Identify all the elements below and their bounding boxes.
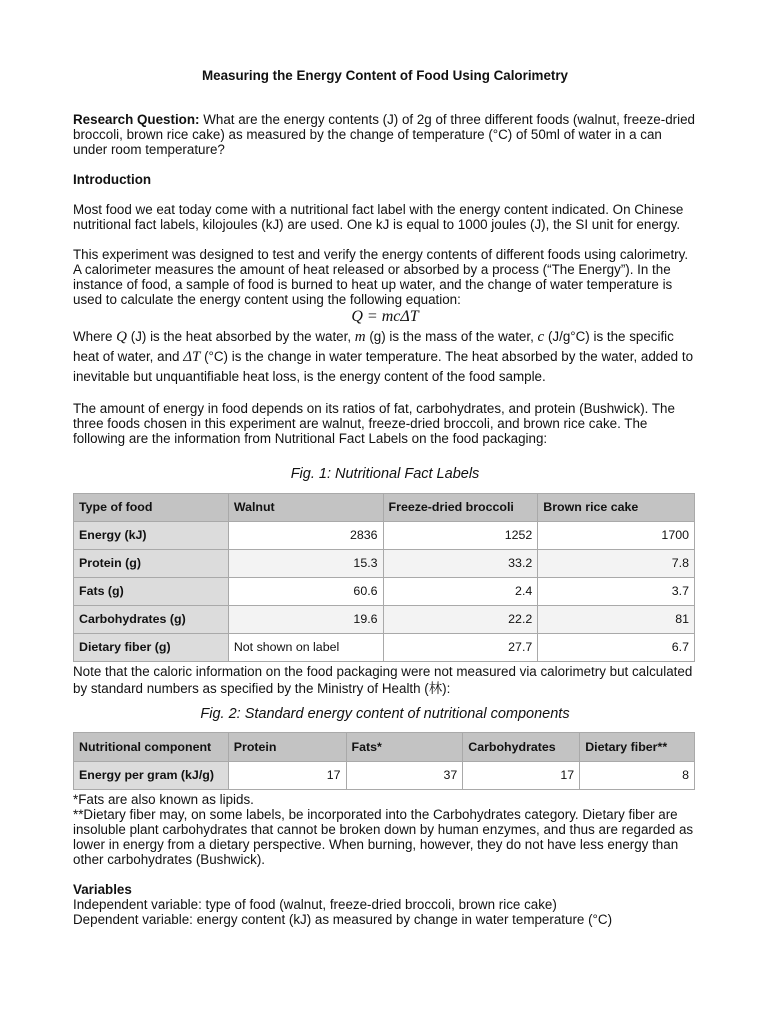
table-row	[74, 522, 695, 550]
header-cell: Dietary fiber**	[580, 733, 695, 762]
row-label: Fats (g)	[74, 578, 229, 606]
cell-walnut: 19.6	[228, 606, 383, 634]
fig2-caption: Fig. 2: Standard energy content of nutritional components	[200, 706, 570, 722]
cell-broccoli: 27.7	[383, 634, 538, 662]
cell-walnut: 15.3	[228, 550, 383, 578]
cell-broccoli: 33.2	[383, 550, 538, 578]
table-header-row	[74, 494, 695, 522]
table-row	[74, 606, 695, 634]
cell-walnut: 2836	[228, 522, 383, 550]
var-m: m	[354, 329, 366, 345]
row-label: Dietary fiber (g)	[74, 634, 229, 662]
introduction-heading: Introduction	[73, 172, 152, 187]
cell-broccoli: 1252	[383, 522, 538, 550]
variables-heading: Variables	[73, 882, 132, 897]
cell-ricecake: 7.8	[538, 550, 695, 578]
document-title: Measuring the Energy Content of Food Using Calorimetry	[201, 68, 569, 83]
research-question	[73, 112, 697, 157]
cell-ricecake: 1700	[538, 522, 695, 550]
fig1-caption: Fig. 1: Nutritional Fact Labels	[290, 466, 480, 482]
heat-equation: Q = mcΔT	[351, 308, 419, 325]
cell-broccoli: 2.4	[383, 578, 538, 606]
dependent-variable: Dependent variable: energy content (kJ) as measured by change in water temperature (°C)	[73, 912, 613, 927]
cell-fats: 37	[346, 762, 463, 790]
where-text: Where	[73, 329, 117, 344]
row-label: Energy per gram (kJ/g)	[74, 762, 229, 790]
table-header-row	[74, 733, 695, 762]
intro-paragraph-3: The amount of energy in food depends on its ratios of fat, carbohydrates, and protein (Bushwick). The three foods chosen in this experiment are walnut, freeze-dried broccoli, and brown rice cake. The following are the information from Nutritional Fact Labels on the food packaging:	[73, 401, 675, 446]
header-cell: Fats*	[346, 733, 463, 762]
header-cell: Nutritional component	[74, 733, 229, 762]
cell-dietary-fiber: 8	[580, 762, 695, 790]
cell-ricecake: 6.7	[538, 634, 695, 662]
intro-paragraph-1: Most food we eat today come with a nutritional fact label with the energy content indicated. On Chinese nutritional fact labels, kilojoules (kJ) are used. One kJ is equal to 1000 joules (J), the SI unit for energy.	[73, 202, 684, 232]
intro-paragraph-2: This experiment was designed to test and verify the energy contents of different foods using calorimetry. A calorimeter measures the amount of heat released or absorbed by a process (“The Energy”). In the instance of food, a sample of food is burned to heat up water, and the change of water temperature is used to calculate the energy content using the following equation:	[73, 247, 689, 307]
where-text: (g) is the mass of the water,	[365, 329, 538, 344]
cell-broccoli: 22.2	[383, 606, 538, 634]
energy-per-gram-table	[73, 732, 695, 790]
var-q: Q	[116, 329, 128, 345]
header-cell: Carbohydrates	[463, 733, 580, 762]
table-row	[74, 578, 695, 606]
independent-variable: Independent variable: type of food (walnut, freeze-dried broccoli, brown rice cake)	[73, 897, 557, 912]
where-text: (J) is the heat absorbed by the water,	[127, 329, 355, 344]
row-label: Protein (g)	[74, 550, 229, 578]
var-c: c	[537, 329, 545, 345]
cell-ricecake: 81	[538, 606, 695, 634]
document-page	[73, 68, 697, 927]
header-cell: Type of food	[74, 494, 229, 522]
where-text: (°C) is the change in water temperature. The heat absorbed by the water, added to inevitable but unquantifiable heat loss, is the energy content of the food sample.	[73, 349, 694, 384]
footnote-fiber: **Dietary fiber may, on some labels, be incorporated into the Carbohydrates category. Dietary fiber are insoluble plant carbohydrates that cannot be broken down by human enzymes, and thus are regarded as lower in energy from a dietary perspective. When burning, however, they do not have less energy than other carbohydrates (Bushwick).	[73, 807, 694, 867]
row-label: Energy (kJ)	[74, 522, 229, 550]
header-cell: Brown rice cake	[538, 494, 695, 522]
table-row	[74, 762, 695, 790]
header-cell: Walnut	[228, 494, 383, 522]
research-question-text: What are the energy contents (J) of 2g of three different foods (walnut, freeze-dried broccoli, brown rice cake) as measured by the change of temperature (°C) of 50ml of water in a can under room temperature?	[73, 112, 695, 157]
cell-protein: 17	[228, 762, 346, 790]
table-row	[74, 550, 695, 578]
nutrition-facts-table	[73, 493, 695, 662]
table-row	[74, 634, 695, 662]
footnote-fats: *Fats are also known as lipids.	[73, 792, 254, 807]
equation-explanation	[73, 327, 697, 386]
row-label: Carbohydrates (g)	[74, 606, 229, 634]
cell-walnut: 60.6	[228, 578, 383, 606]
cell-carbohydrates: 17	[463, 762, 580, 790]
header-cell: Freeze-dried broccoli	[383, 494, 538, 522]
cell-walnut: Not shown on label	[228, 634, 383, 662]
calorie-note: Note that the caloric information on the food packaging were not measured via calorimetry but calculated by standard numbers as specified by the Ministry of Health (林):	[73, 664, 693, 696]
header-cell: Protein	[228, 733, 346, 762]
cell-ricecake: 3.7	[538, 578, 695, 606]
where-text: (J/g°C) is the specific heat of water, and	[73, 329, 674, 364]
research-question-label: Research Question:	[73, 112, 200, 127]
var-delta-t: ΔT	[183, 349, 201, 365]
